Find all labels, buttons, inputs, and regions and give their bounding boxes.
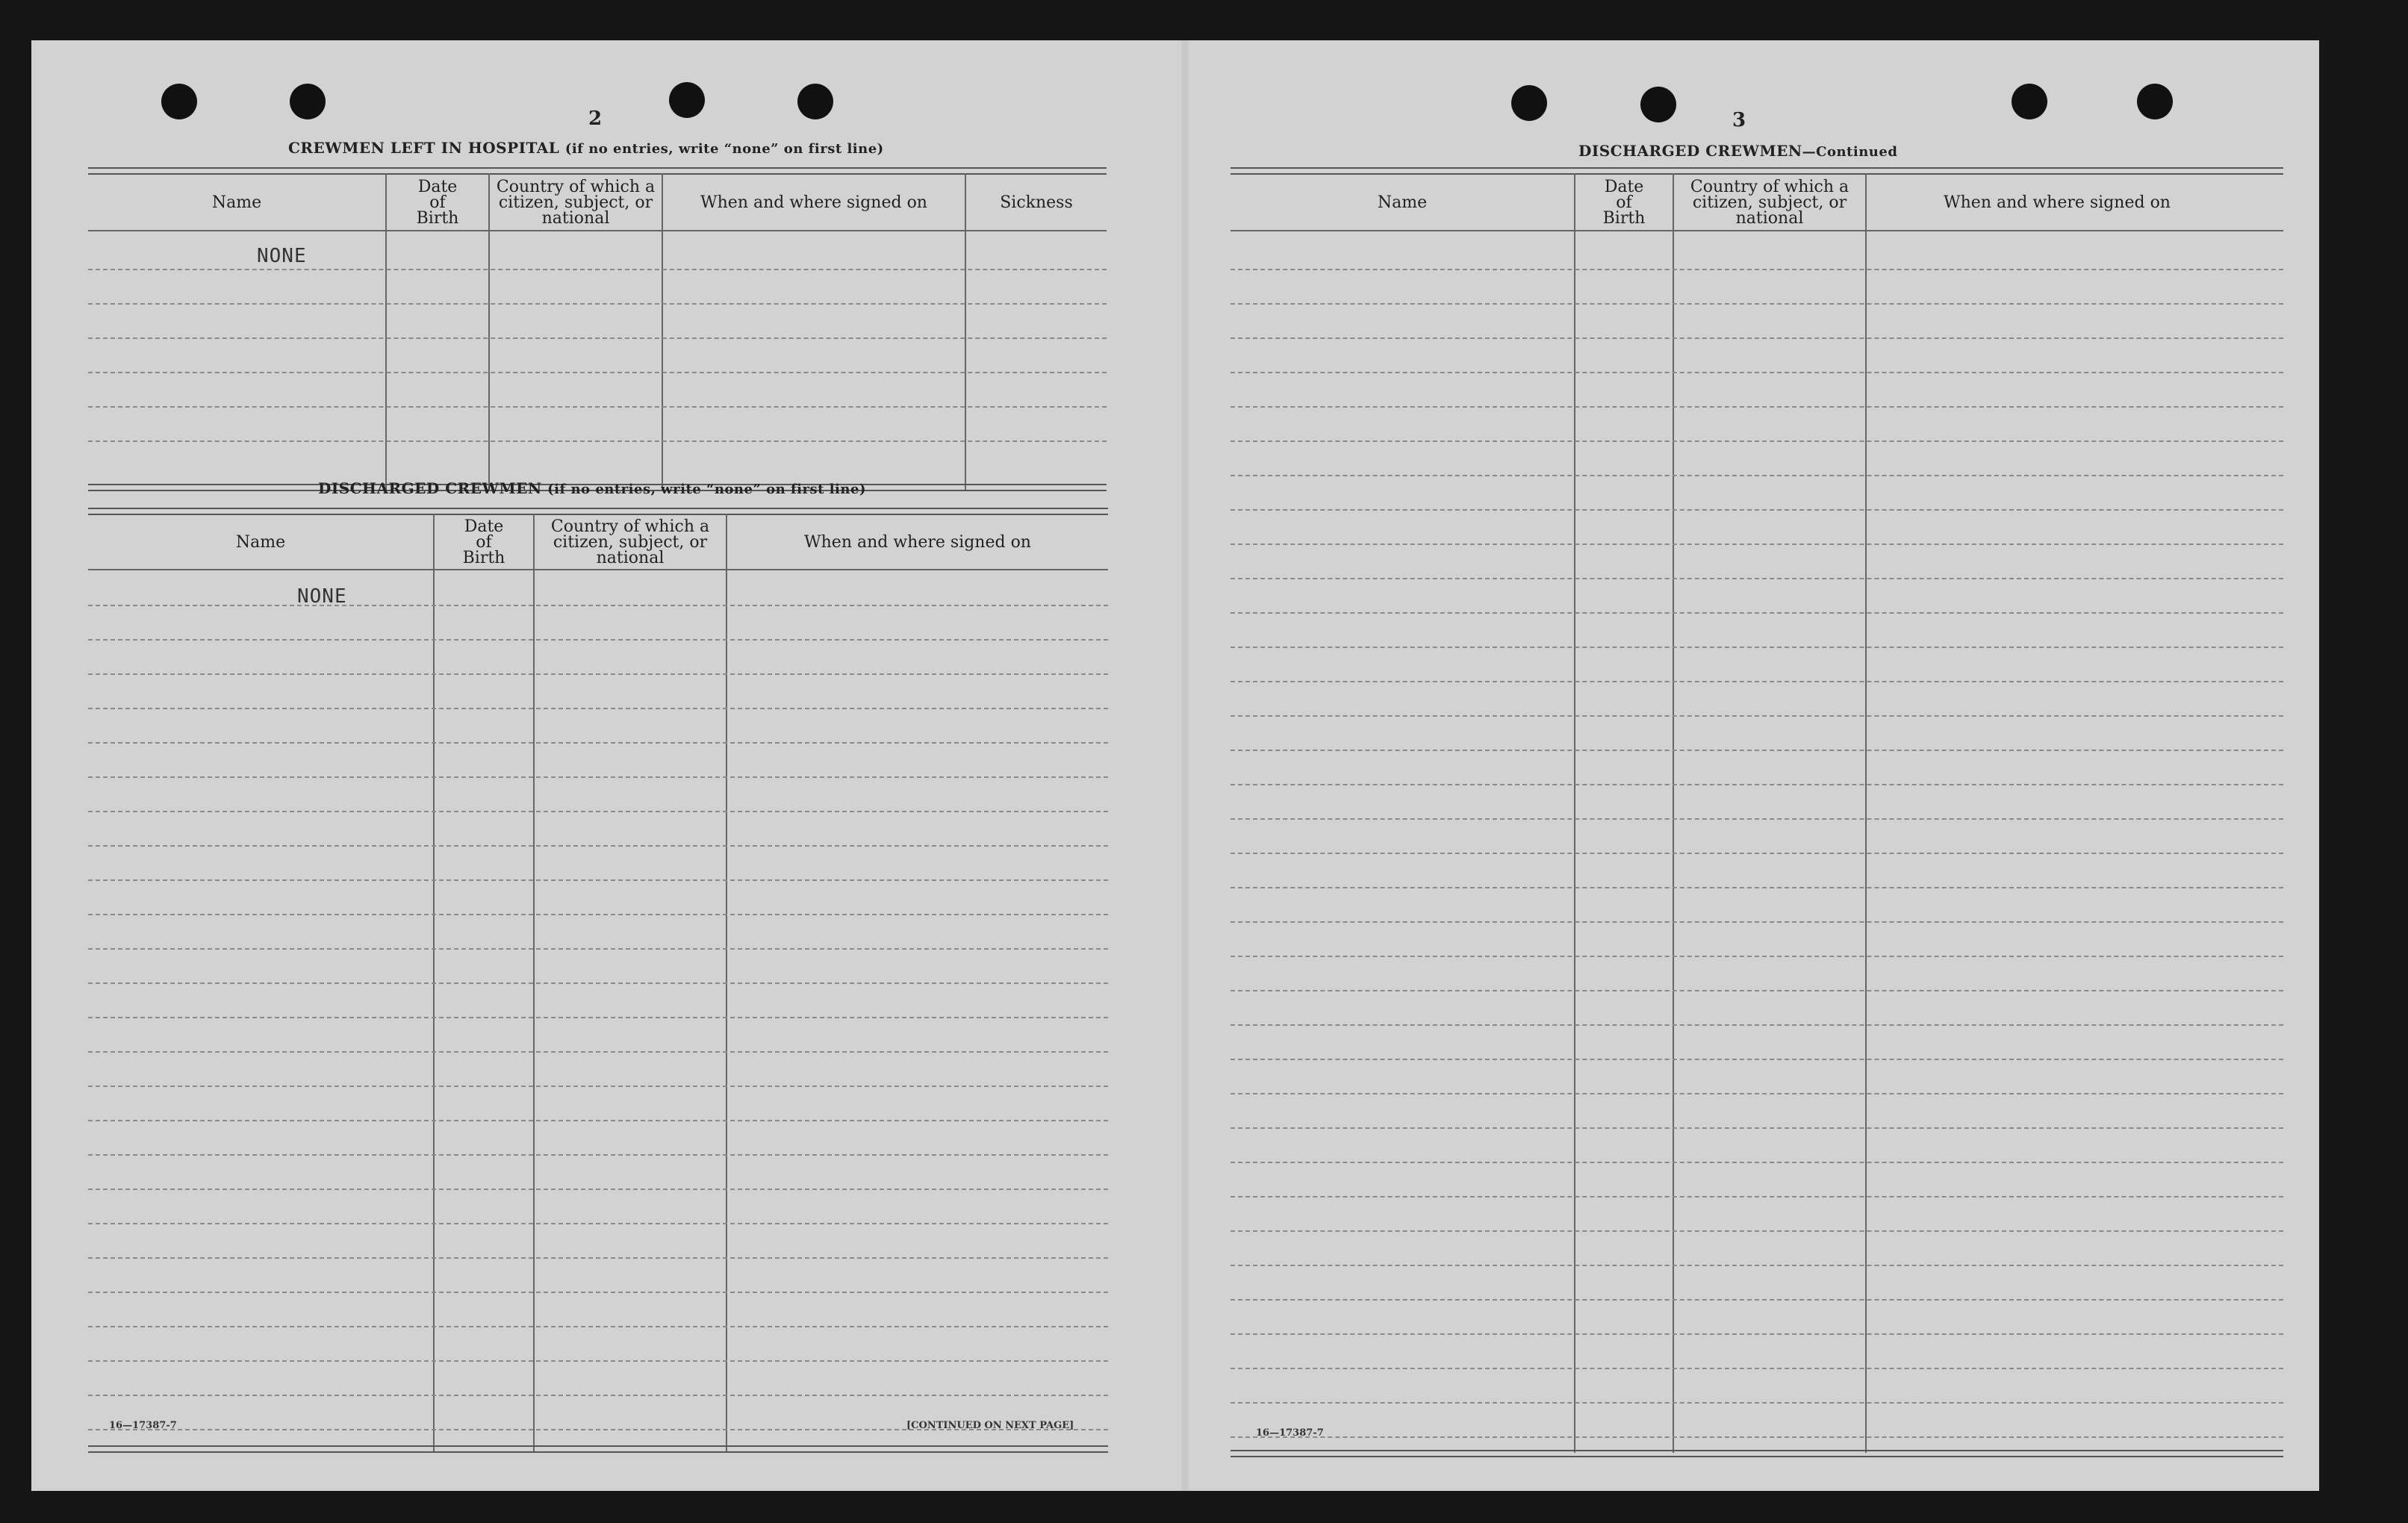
row-line [1231, 269, 2283, 270]
row-line [1231, 1196, 2283, 1197]
row-line [1231, 337, 2283, 339]
row-line [1231, 1265, 2283, 1266]
row-line [1231, 956, 2283, 957]
discharged-continued-title: DISCHARGED CREWMEN [1578, 142, 1802, 160]
row-line [1231, 1230, 2283, 1232]
discharged-caption-note: (if no entries, write “none” on first line) [547, 482, 866, 497]
punch-hole [161, 84, 197, 119]
row-line [1231, 887, 2283, 888]
discharged-table-caption-right [1578, 142, 1897, 160]
form-sheet [31, 40, 2319, 1491]
column-divider [385, 173, 387, 490]
column-header-country: Country of which a citizen, subject, or national [496, 177, 656, 228]
row-line [88, 1120, 1108, 1121]
row-line [1231, 1059, 2283, 1060]
header-rule [88, 230, 1107, 231]
column-header-country: Country of which a citizen, subject, or national [1690, 177, 1849, 228]
row-line [88, 605, 1108, 606]
discharged-first-entry: NONE [297, 585, 347, 608]
discharged-table-left [88, 508, 1108, 1456]
continued-note: [CONTINUED ON NEXT PAGE] [906, 1420, 1074, 1431]
row-line [88, 811, 1108, 812]
row-line [88, 269, 1107, 270]
row-line [88, 708, 1108, 709]
row-line [1231, 681, 2283, 682]
row-line [1231, 544, 2283, 545]
column-header-name: Name [211, 193, 262, 212]
row-line [88, 1051, 1108, 1053]
form-number-right: 16—17387-7 [1256, 1427, 1324, 1439]
column-divider [1865, 173, 1867, 1453]
column-header-name: Name [1377, 193, 1428, 212]
row-line [88, 776, 1108, 778]
row-line [88, 879, 1108, 881]
row-line [88, 1360, 1108, 1362]
column-divider [662, 173, 663, 490]
row-line [1231, 818, 2283, 820]
column-header-name: Name [235, 532, 286, 552]
punch-hole [797, 84, 833, 119]
table-top-rule [1231, 167, 2283, 175]
column-header-signed-on: When and where signed on [700, 193, 927, 212]
row-line [1231, 715, 2283, 717]
row-line [1231, 750, 2283, 751]
row-line [88, 845, 1108, 847]
row-line [1231, 853, 2283, 854]
column-divider [1574, 173, 1575, 1453]
row-line [1231, 1333, 2283, 1335]
row-line [88, 1395, 1108, 1396]
continued-label: —Continued [1802, 144, 1898, 160]
row-line [88, 1292, 1108, 1293]
row-line [1231, 475, 2283, 476]
column-divider [488, 173, 490, 490]
row-line [88, 982, 1108, 984]
row-line [88, 673, 1108, 675]
row-line [1231, 578, 2283, 579]
row-line [1231, 440, 2283, 442]
header-rule [88, 569, 1108, 570]
page-fold [1181, 40, 1189, 1491]
row-line [88, 1223, 1108, 1224]
hospital-table [88, 167, 1107, 496]
hospital-table-caption [288, 139, 884, 157]
row-line [88, 639, 1108, 641]
row-line [1231, 921, 2283, 923]
row-line [88, 948, 1108, 950]
page-number-left: 2 [588, 108, 603, 130]
row-line [1231, 1436, 2283, 1438]
row-line [1231, 1127, 2283, 1129]
row-line [88, 337, 1107, 339]
hospital-caption-note: (if no entries, write “none” on first line) [564, 141, 884, 157]
row-line [1231, 647, 2283, 648]
row-line [88, 372, 1107, 373]
row-line [1231, 1162, 2283, 1163]
row-line [1231, 303, 2283, 305]
punch-hole [2137, 84, 2173, 119]
row-line [1231, 1368, 2283, 1369]
table-top-rule [88, 508, 1108, 515]
row-line [1231, 372, 2283, 373]
row-line [88, 742, 1108, 744]
row-line [88, 914, 1108, 915]
row-line [88, 303, 1107, 305]
column-divider [1673, 173, 1674, 1453]
row-line [1231, 1093, 2283, 1094]
table-bottom-rule [1231, 1450, 2283, 1457]
discharged-table-right [1231, 167, 2283, 1459]
header-rule [1231, 230, 2283, 231]
row-line [1231, 1402, 2283, 1404]
column-header-signed-on: When and where signed on [804, 532, 1031, 552]
row-line [88, 1189, 1108, 1190]
row-line [88, 440, 1107, 442]
column-divider [965, 173, 966, 490]
column-header-country: Country of which a citizen, subject, or national [550, 517, 710, 567]
table-top-rule [88, 167, 1107, 175]
row-line [1231, 406, 2283, 408]
row-line [1231, 990, 2283, 991]
row-line [88, 1086, 1108, 1087]
punch-hole [2012, 84, 2047, 119]
row-line [88, 406, 1107, 408]
column-header-sickness: Sickness [1000, 193, 1073, 212]
column-header-date-of-birth: Date of Birth [462, 517, 505, 567]
page-number-right: 3 [1732, 109, 1746, 131]
table-bottom-rule [88, 1445, 1108, 1453]
punch-hole [1511, 85, 1547, 121]
row-line [88, 1017, 1108, 1018]
row-line [88, 1257, 1108, 1259]
row-line [1231, 1299, 2283, 1301]
row-line [1231, 509, 2283, 511]
row-line [88, 1154, 1108, 1156]
row-line [1231, 612, 2283, 614]
column-header-signed-on: When and where signed on [1944, 193, 2171, 212]
discharged-table-caption-left [318, 479, 866, 497]
punch-hole [290, 84, 326, 119]
row-line [1231, 1024, 2283, 1026]
row-line [88, 1326, 1108, 1327]
punch-hole [669, 82, 705, 118]
punch-hole [1640, 87, 1676, 122]
column-header-date-of-birth: Date of Birth [1602, 177, 1646, 228]
row-line [1231, 784, 2283, 785]
discharged-caption-title: DISCHARGED CREWMEN [318, 479, 542, 497]
column-header-date-of-birth: Date of Birth [416, 177, 459, 228]
hospital-caption-title: CREWMEN LEFT IN HOSPITAL [288, 139, 560, 157]
form-number-left: 16—17387-7 [109, 1420, 177, 1431]
hospital-first-entry: NONE [257, 245, 307, 267]
